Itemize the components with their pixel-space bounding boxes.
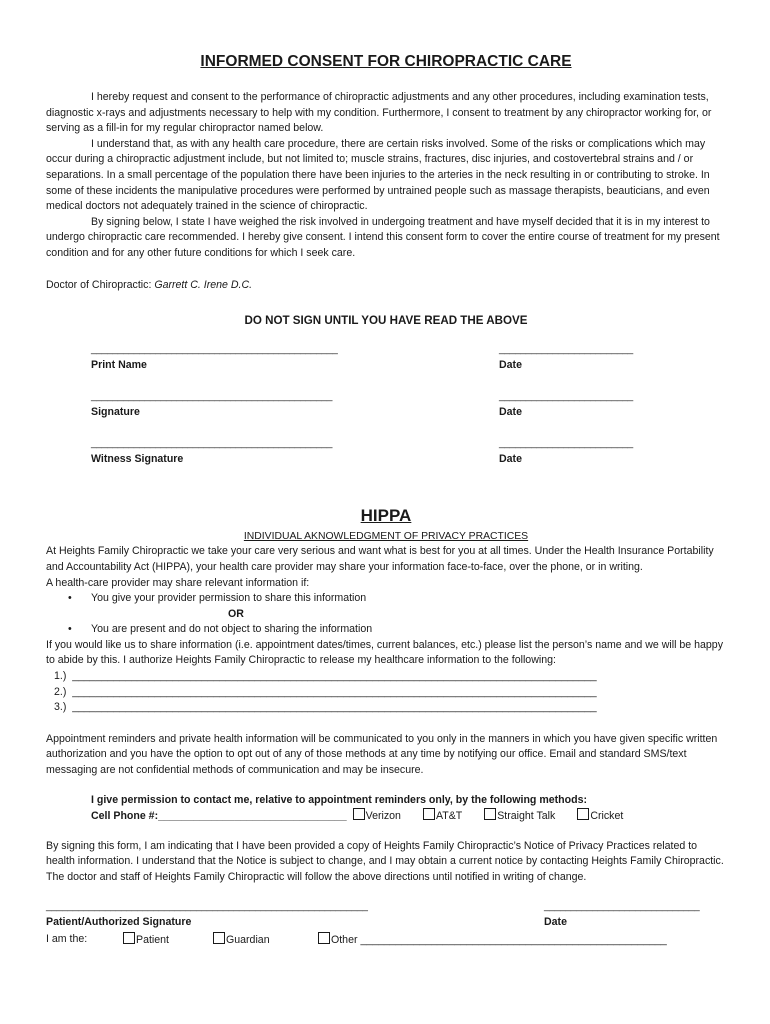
hippa-subtitle: INDIVIDUAL AKNOWLEDGMENT OF PRIVACY PRACTICES bbox=[243, 530, 529, 542]
acknowledge-paragraph: By signing this form, I am indicating that I have been provided a copy of Heights Family Chiropractic’s Notice of Privacy Practices related to health information. I understand that the Notice is subject to change, and I may obtain a current notice by contacting Heights Family Chiropractic. The doctor and staff of Heights Family Chiropractic will follow the above directions until notified in writing of change. bbox=[46, 839, 724, 883]
do-not-sign-warning: DO NOT SIGN UNTIL YOU HAVE READ THE ABOVE bbox=[244, 314, 528, 328]
share-intro: A health-care provider may share relevant information if: bbox=[46, 576, 310, 589]
authorized-person-line-3[interactable]: 3.) _________________________________________________________________________________________ bbox=[54, 701, 597, 714]
checkbox-icon[interactable] bbox=[318, 932, 330, 944]
authorized-person-line-2[interactable]: 2.) _________________________________________________________________________________________ bbox=[54, 685, 597, 698]
print-name-date-label: Date bbox=[499, 358, 522, 371]
doctor-line bbox=[46, 278, 726, 294]
carrier-verizon-option[interactable]: Verizon bbox=[353, 808, 401, 825]
patient-date-field[interactable]: _____________________________ bbox=[544, 900, 700, 912]
carrier-att-option[interactable]: AT&T bbox=[423, 808, 462, 825]
doctor-name: Garrett C. Irene D.C. bbox=[154, 278, 253, 291]
consent-paragraph-2: I understand that, as with any health care procedure, there are certain risks involved. Some of the risks or complications which may occur during a chiropractic adjustment include, but not limited to; muscle strains, fractures, disc injuries, and costovertebral strains and / or separations. In a small percentage of the population there have been injuries to the arteries in the neck resulting in or contributing to stroke. In some of these incidents the manipulative procedures were performed by untrained people such as massage therapists, beauticians, and even medical doctors not adequately trained in the science of chiropractic. bbox=[46, 137, 710, 213]
relationship-patient-option[interactable]: Patient bbox=[123, 932, 169, 949]
consent-title: INFORMED CONSENT FOR CHIROPRACTIC CARE bbox=[200, 53, 572, 70]
checkbox-icon[interactable] bbox=[577, 808, 589, 820]
carrier-cricket-option[interactable]: Cricket bbox=[577, 808, 623, 825]
witness-signature-field[interactable]: _____________________________________________ bbox=[91, 437, 333, 449]
share-condition-present: • You are present and do not object to sharing the information bbox=[46, 622, 726, 638]
relationship-other-option[interactable]: Other ____________________________________________________ bbox=[318, 932, 667, 949]
hippa-title: HIPPA bbox=[360, 505, 412, 525]
authorized-person-line-1[interactable]: 1.) _________________________________________________________________________________________ bbox=[54, 670, 597, 683]
hippa-intro: At Heights Family Chiropractic we take your care very serious and want what is best for you at all times. Under the Health Insurance Portability and Accountability Act (HIPPA), your health care provider may share your information face-to-face, over the phone, or in writing. bbox=[46, 545, 714, 573]
print-name-date-field[interactable]: _________________________ bbox=[499, 343, 634, 355]
doctor-label: Doctor of Chiropractic: bbox=[46, 278, 155, 291]
checkbox-icon[interactable] bbox=[123, 932, 135, 944]
witness-signature-label: Witness Signature bbox=[91, 452, 184, 465]
patient-signature-label: Patient/Authorized Signature bbox=[46, 915, 192, 928]
consent-paragraph-3: By signing below, I state I have weighed the risk involved in undergoing treatment and have myself decided that it is in my interest to undergo chiropractic care recommended. I hereby give consent. I intend this consent form to cover the entire course of treatment for my present condition and for any other future conditions for which I seek care. bbox=[46, 215, 720, 259]
signature-row bbox=[46, 390, 726, 430]
consent-paragraph-1: I hereby request and consent to the performance of chiropractic adjustments and any other procedures, including examination tests, diagnostic x-rays and adjustments necessary to help with my condition. Furthermore, I consent to treatment by any chiropractor working for, or serving as a fill-in for my regular chiropractor named below. bbox=[46, 91, 712, 135]
relationship-guardian-option[interactable]: Guardian bbox=[213, 932, 270, 949]
witness-date-label: Date bbox=[499, 452, 522, 465]
authorize-paragraph: If you would like us to share information (i.e. appointment dates/times, current balances, etc.) please list the person’s name and we will be happy to abide by this. I authorize Heights Family Chiropractic to release my healthcare information to the following: bbox=[46, 638, 723, 667]
checkbox-icon[interactable] bbox=[423, 808, 435, 820]
signature-date-field[interactable]: _________________________ bbox=[499, 390, 634, 402]
i-am-label: I am the: bbox=[46, 932, 88, 945]
signature-date-label: Date bbox=[499, 405, 522, 418]
reminders-paragraph: Appointment reminders and private health information will be communicated to you only in the manners in which you have given specific written authorization and you have the option to opt out of any of those methods at any time by notifying our office. Email and standard SMS/text messaging are not confidential methods of communication and may be insecure. bbox=[46, 732, 718, 777]
witness-row bbox=[46, 437, 726, 477]
checkbox-icon[interactable] bbox=[353, 808, 365, 820]
patient-date-label: Date bbox=[544, 915, 567, 928]
print-name-field[interactable]: ______________________________________________ bbox=[91, 343, 338, 355]
checkbox-icon[interactable] bbox=[484, 808, 496, 820]
signature-field[interactable]: _____________________________________________ bbox=[91, 390, 333, 402]
authorized-persons-list bbox=[46, 669, 726, 716]
share-conditions-list bbox=[46, 591, 726, 607]
patient-signature-field[interactable]: ____________________________________________________________ bbox=[46, 900, 368, 912]
print-name-label: Print Name bbox=[91, 358, 147, 371]
or-separator: OR bbox=[228, 607, 244, 620]
consent-form-page bbox=[46, 52, 726, 950]
checkbox-icon[interactable] bbox=[213, 932, 225, 944]
signature-label: Signature bbox=[91, 405, 140, 418]
witness-date-field[interactable]: _________________________ bbox=[499, 437, 634, 449]
patient-signature-block bbox=[46, 900, 726, 950]
cell-phone-field[interactable]: Cell Phone #:________________________________ bbox=[91, 809, 350, 822]
contact-permission-heading: I give permission to contact me, relative to appointment reminders only, by the following methods: bbox=[91, 793, 588, 806]
cell-phone-row bbox=[46, 808, 726, 825]
print-name-row bbox=[46, 343, 726, 383]
carrier-straight-talk-option[interactable]: Straight Talk bbox=[484, 808, 555, 825]
consent-signature-block bbox=[46, 343, 726, 499]
share-conditions-list-2 bbox=[46, 622, 726, 638]
share-condition-permission: • You give your provider permission to share this information bbox=[46, 591, 726, 607]
